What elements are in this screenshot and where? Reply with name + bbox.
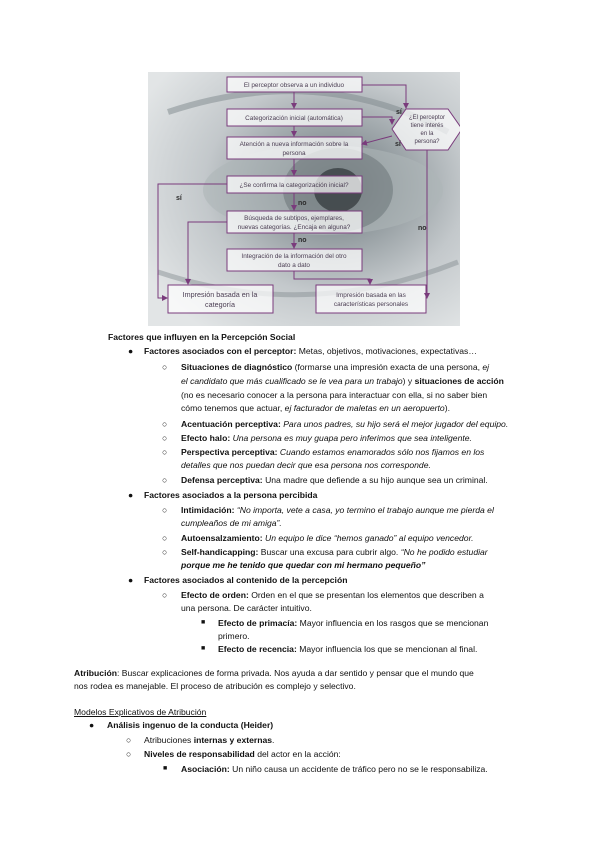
bullet-circle: ○ <box>126 749 132 759</box>
bullet-circle: ○ <box>162 547 168 557</box>
item-halo <box>181 432 472 444</box>
item-heider: Análisis ingenuo de la conducta (Heider) <box>107 720 274 730</box>
box-personal-text-2: características personales <box>333 301 409 308</box>
item-defensa-text: Una madre que defiende a su hijo aunque sea un criminal. <box>262 475 488 485</box>
flowchart-svg <box>148 72 460 326</box>
item-defensa <box>181 474 488 486</box>
box-personal-text-1: Impresión basada en las <box>336 292 406 299</box>
atribucion-text: : Buscar explicaciones de forma privada. Nos ayuda a dar sentido y pensar que el mundo que <box>116 668 474 678</box>
item-self-handicapping <box>181 546 488 558</box>
item-atrib-c: . <box>272 735 275 745</box>
item-recencia-label: Efecto de recencia: <box>218 644 297 654</box>
item-orden-label: Efecto de orden: <box>181 590 249 600</box>
item-acent-text: Para unos padres, su hijo será el mejor jugador del equipo. <box>280 419 509 429</box>
item-diag-l4b: ). <box>444 403 450 413</box>
item-selfh-text: Buscar una excusa para cubrir algo. <box>258 547 401 557</box>
item-perspectiva <box>181 446 484 458</box>
item-diag-ej: ej <box>482 362 490 372</box>
item-recencia <box>218 643 477 655</box>
label-si-3: sí <box>176 195 182 202</box>
item-accion-label: situaciones de acción <box>414 376 504 386</box>
item-autoens-text: Un equipo le dice “hemos ganado” al equipo vencedor. <box>262 533 474 543</box>
item-orden-line2: una persona. De carácter intuitivo. <box>181 603 312 613</box>
item-primacia-text: Mayor influencia en los rasgos que se mencionan <box>297 618 489 628</box>
item-contenido: Factores asociados al contenido de la percepción <box>144 575 348 585</box>
box-observe-text: El perceptor observa a un individuo <box>243 82 345 89</box>
box-subtypes-text-2: nuevas categorías. ¿Encaja en alguna? <box>237 224 351 231</box>
item-persp-text: Cuando estamos enamorados sólo nos fijamos en los <box>277 447 485 457</box>
hex-text-4: persona? <box>414 139 440 145</box>
item-intimidacion-line2: cumpleaños de mi amiga”. <box>181 518 282 528</box>
box-subtypes-text-1: Búsqueda de subtipos, ejemplares, <box>244 215 344 222</box>
item-primacia-label: Efecto de primacía: <box>218 618 298 628</box>
item-acent-label: Acentuación perceptiva: <box>181 419 281 429</box>
item-diag-l4-example: ej facturador de maletas en un aeropuerto <box>284 403 445 413</box>
item-atrib-a: Atribuciones <box>144 735 194 745</box>
hex-text-2: tiene interés <box>410 123 444 129</box>
bullet-disc: ● <box>128 575 134 585</box>
bullet-square: ■ <box>201 619 206 626</box>
item-perceptor-text: Metas, objetivos, motivaciones, expectativas… <box>296 346 477 356</box>
item-niveles-label: Niveles de responsabilidad <box>144 749 255 759</box>
atribucion-paragraph-line2: nos rodea es manejable. El proceso de atribución es complejo y selectivo. <box>74 681 356 691</box>
item-diagnostico-line4 <box>181 402 450 414</box>
item-diagnostico-line3: (no es necesario conocer a la persona para interactuar con ella, si no saber bien <box>181 390 488 400</box>
hex-text-3: en la <box>420 131 434 137</box>
item-acentuacion <box>181 418 508 430</box>
bullet-circle: ○ <box>162 433 168 443</box>
item-niveles-text: del actor en la acción: <box>254 749 341 759</box>
label-no-1: no <box>298 200 307 207</box>
box-category-text-2: categoría <box>205 300 235 309</box>
bullet-circle: ○ <box>162 447 168 457</box>
box-categorization-text: Categorización inicial (automática) <box>245 115 343 122</box>
bullet-circle: ○ <box>162 362 168 372</box>
perception-flowchart-figure <box>148 72 460 326</box>
label-no-3: no <box>418 225 427 232</box>
item-autoens-label: Autoensalzamiento: <box>181 533 263 543</box>
modelos-heading: Modelos Explicativos de Atribución <box>74 707 207 717</box>
item-perceptor <box>144 345 477 357</box>
item-halo-label: Efecto halo: <box>181 433 231 443</box>
item-intim-text: “No importa, vete a casa, yo termino el trabajo aunque me pierda el <box>234 505 494 515</box>
item-asoc-text: Un niño causa un accidente de tráfico pero no se le responsabiliza. <box>229 764 488 774</box>
item-diag-l4a: cómo tenemos que actuar, <box>181 403 285 413</box>
label-no-2: no <box>298 237 307 244</box>
bullet-circle: ○ <box>162 419 168 429</box>
box-integration-text-1: Integración de la información del otro <box>241 253 347 260</box>
item-selfh-quote: “No he podido estudiar <box>400 547 488 557</box>
bullet-disc: ● <box>89 720 95 730</box>
label-si-2: sí <box>395 141 401 148</box>
item-perspectiva-line2: detalles que nos puedan decir que esa persona nos corresponde. <box>181 460 431 470</box>
item-halo-text: Una persona es muy guapa pero inferimos que sea inteligente. <box>230 433 472 443</box>
bullet-circle: ○ <box>162 590 168 600</box>
item-selfh-label: Self-handicapping: <box>181 547 259 557</box>
box-personal-impression <box>316 285 426 313</box>
box-category-text-1: Impresión basada en la <box>182 290 258 299</box>
bullet-disc: ● <box>128 346 134 356</box>
item-diag-label: Situaciones de diagnóstico <box>181 362 293 372</box>
box-attention-text-2: persona <box>282 150 306 157</box>
bullet-square: ■ <box>201 645 206 652</box>
item-orden <box>181 589 484 601</box>
item-intim-label: Intimidación: <box>181 505 235 515</box>
item-asociacion <box>181 763 488 775</box>
box-confirm-text: ¿Se confirma la categorización inicial? <box>239 182 349 189</box>
bullet-circle: ○ <box>162 475 168 485</box>
item-primacia <box>218 617 488 629</box>
item-diag-mid: ) y <box>402 376 415 386</box>
item-self-handicapping-line2: porque me he tenido que quedar con mi hermano pequeño” <box>181 560 426 570</box>
atribucion-label: Atribución <box>74 668 117 678</box>
item-niveles <box>144 748 341 760</box>
box-integration-text-2: dato a dato <box>278 262 310 269</box>
item-diag-text: (formarse una impresión exacta de una persona, <box>292 362 483 372</box>
atribucion-paragraph <box>74 667 474 679</box>
item-autoensalzamiento <box>181 532 474 544</box>
item-defensa-label: Defensa perceptiva: <box>181 475 263 485</box>
bullet-disc: ● <box>128 490 134 500</box>
section-heading-factors: Factores que influyen en la Percepción Social <box>108 332 296 342</box>
bullet-circle: ○ <box>162 533 168 543</box>
item-atrib-b: internas y externas <box>193 735 273 745</box>
item-asoc-label: Asociación: <box>181 764 230 774</box>
item-orden-text: Orden en el que se presentan los elementos que describen a <box>248 590 484 600</box>
label-si-1: sí <box>396 109 402 116</box>
item-diagnostico <box>181 361 489 373</box>
bullet-circle: ○ <box>126 735 132 745</box>
item-persp-label: Perspectiva perceptiva: <box>181 447 278 457</box>
item-diag-example: el candidato que más cualificado se le vea para un trabajo <box>181 376 403 386</box>
bullet-square: ■ <box>163 765 168 772</box>
item-primacia-line2: primero. <box>218 631 250 641</box>
item-diagnostico-line2 <box>181 375 504 387</box>
box-attention-text-1: Atención a nueva información sobre la <box>239 141 349 148</box>
item-perceptor-label: Factores asociados con el perceptor: <box>144 346 297 356</box>
item-intimidacion <box>181 504 494 516</box>
item-recencia-text: Mayor influencia los que se mencionan al final. <box>296 644 478 654</box>
item-persona-percibida: Factores asociados a la persona percibida <box>144 490 318 500</box>
hex-text-1: ¿El perceptor <box>408 115 446 121</box>
bullet-circle: ○ <box>162 505 168 515</box>
item-atribuciones <box>144 734 274 746</box>
